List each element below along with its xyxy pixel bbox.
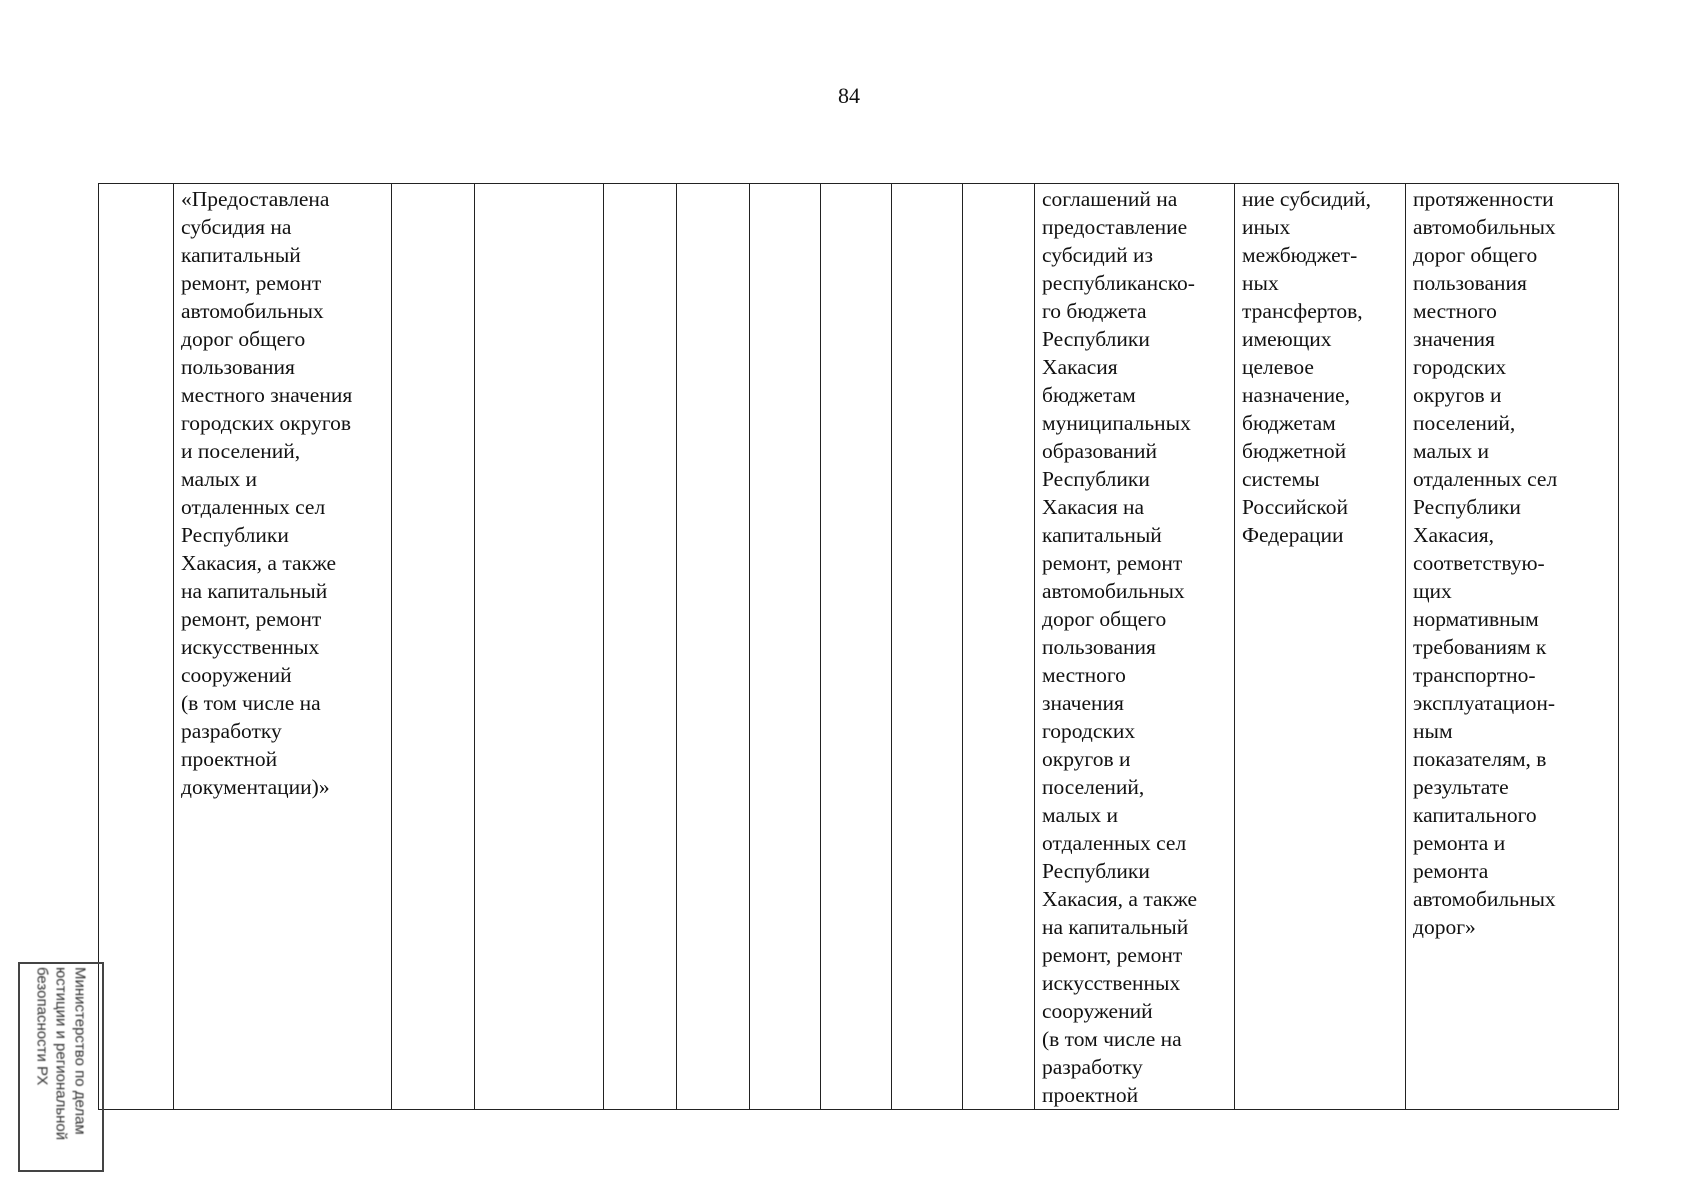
table-cell-empty xyxy=(677,184,750,1110)
table-cell-empty xyxy=(392,184,475,1110)
table-row xyxy=(99,184,1619,1110)
table-cell-empty xyxy=(821,184,892,1110)
table-cell-event-result xyxy=(174,184,392,1110)
table-cell-number xyxy=(99,184,174,1110)
event-result-text: «Предоставлена субсидия на капитальный ремонт, ремонт автомобильных дорог общего пользования местного значения городских округов и поселений, малых и отдаленных сел Республики Хакасия, а также на капитальный ремонт, ремонт искусственных сооружений (в том числе на разработку проектной документации)» xyxy=(181,187,353,799)
table-cell-agreements xyxy=(1035,184,1235,1110)
table-cell-subsidies xyxy=(1235,184,1406,1110)
subsidies-text: ние субсидий, иных межбюджет- ных трансфертов, имеющих целевое назначение, бюджетам бюджетной системы Российской Федерации xyxy=(1242,187,1371,547)
table-cell-empty xyxy=(475,184,604,1110)
stamp-text: Министерство по делам юстиции и региональной безопасности РХ xyxy=(33,967,89,1141)
agreements-text: соглашений на предоставление субсидий из республиканско- го бюджета Республики Хакасия бюджетам муниципальных образований Республики Хакасия на капитальный ремонт, ремонт автомобильных дорог общего пользования местного значения городских округов и поселений, малых и отдаленных сел Республики Хакасия, а также на капитальный ремонт, ремонт искусственных сооружений (в том числе на разработку проектной xyxy=(1042,187,1198,1107)
table-cell-empty xyxy=(604,184,677,1110)
table-cell-empty xyxy=(892,184,963,1110)
table-cell-empty xyxy=(963,184,1035,1110)
registration-stamp xyxy=(18,962,104,1172)
table-cell-indicator xyxy=(1406,184,1619,1110)
table-cell-empty xyxy=(750,184,821,1110)
page-number: 84 xyxy=(838,83,860,108)
program-table xyxy=(98,183,1619,1110)
indicator-text: протяженности автомобильных дорог общего пользования местного значения городских округов и поселений, малых и отдаленных сел Республики Хакасия, соответствую- щих нормативным требованиям к транспортно- эксплуатацион- ным показателям, в результате капитального ремонта и ремонта автомобильных дорог» xyxy=(1413,187,1558,939)
